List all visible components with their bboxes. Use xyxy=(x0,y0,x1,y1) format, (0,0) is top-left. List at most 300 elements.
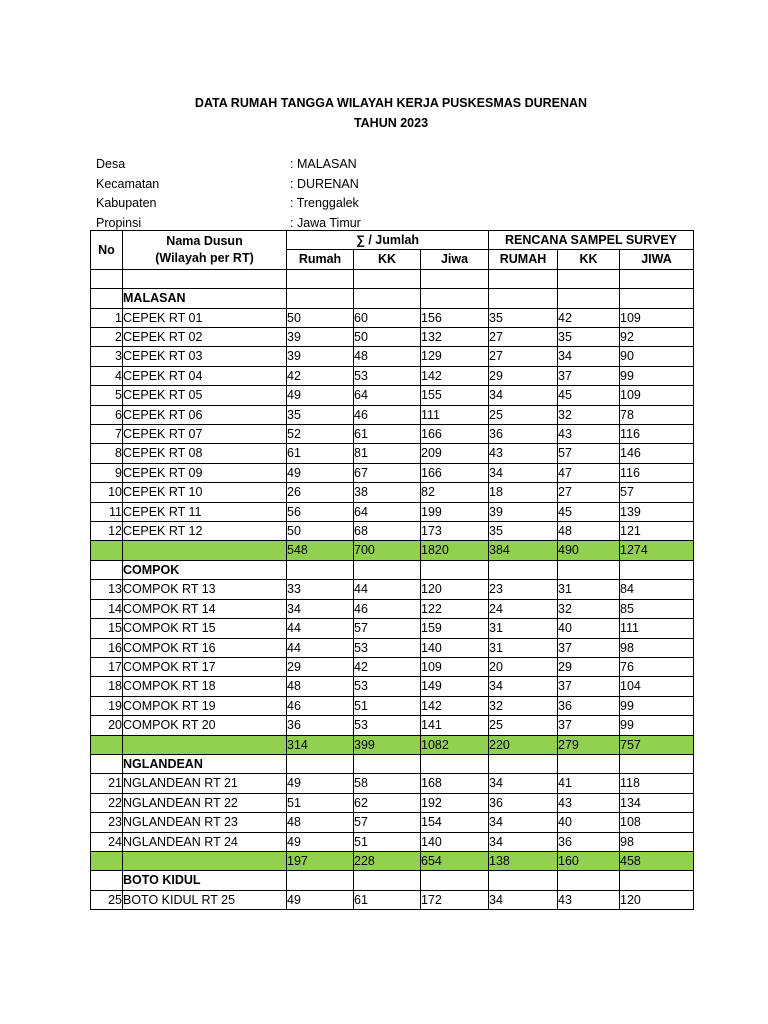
cell-s-jiwa: 121 xyxy=(620,522,694,541)
cell-s-kk: 36 xyxy=(558,832,620,851)
cell-no: 10 xyxy=(91,483,123,502)
cell-rumah: 29 xyxy=(287,657,354,676)
cell-jiwa: 154 xyxy=(421,813,489,832)
cell-s-rumah: 34 xyxy=(489,386,558,405)
cell-jiwa: 155 xyxy=(421,386,489,405)
cell-s-rumah: 31 xyxy=(489,619,558,638)
cell-jiwa: 132 xyxy=(421,328,489,347)
cell-rumah: 49 xyxy=(287,890,354,909)
cell-s-rumah: 34 xyxy=(489,813,558,832)
cell-jiwa: 172 xyxy=(421,890,489,909)
cell-rumah: 33 xyxy=(287,580,354,599)
cell-jiwa: 149 xyxy=(421,677,489,696)
cell-no xyxy=(91,871,123,890)
cell-rumah: 44 xyxy=(287,619,354,638)
cell-jiwa: 142 xyxy=(421,366,489,385)
section-name: NGLANDEAN xyxy=(123,754,287,773)
cell-kk: 58 xyxy=(354,774,421,793)
table-row xyxy=(91,483,694,502)
table-row xyxy=(91,657,694,676)
cell-s-jiwa: 76 xyxy=(620,657,694,676)
cell-rumah: 35 xyxy=(287,405,354,424)
cell-s-rumah: 18 xyxy=(489,483,558,502)
table-row xyxy=(91,502,694,521)
cell-no: 2 xyxy=(91,328,123,347)
cell-s-kk: 43 xyxy=(558,793,620,812)
household-table xyxy=(90,230,694,910)
table-row xyxy=(91,386,694,405)
cell-rumah: 50 xyxy=(287,522,354,541)
cell-s-rumah: 27 xyxy=(489,347,558,366)
cell-kk xyxy=(354,289,421,308)
header-kk: KK xyxy=(354,250,421,269)
header-sample-jiwa: JIWA xyxy=(620,250,694,269)
table-row xyxy=(91,425,694,444)
cell-name: COMPOK RT 14 xyxy=(123,599,287,618)
section-row xyxy=(91,560,694,579)
cell-name: CEPEK RT 09 xyxy=(123,463,287,482)
meta-label: Kecamatan xyxy=(96,176,160,191)
cell-rumah: 44 xyxy=(287,638,354,657)
cell-no: 12 xyxy=(91,522,123,541)
header-nama-dusun-line1: Nama Dusun xyxy=(166,233,243,248)
cell-s-rumah: 31 xyxy=(489,638,558,657)
cell-s-jiwa: 78 xyxy=(620,405,694,424)
subtotal-s-kk: 279 xyxy=(558,735,620,754)
cell-s-jiwa: 99 xyxy=(620,716,694,735)
cell-kk: 51 xyxy=(354,696,421,715)
cell-s-kk: 34 xyxy=(558,347,620,366)
cell-s-rumah: 20 xyxy=(489,657,558,676)
cell-rumah: 39 xyxy=(287,328,354,347)
cell-s_jiwa xyxy=(620,289,694,308)
cell-name: BOTO KIDUL RT 25 xyxy=(123,890,287,909)
cell-s-rumah: 34 xyxy=(489,463,558,482)
cell-no: 14 xyxy=(91,599,123,618)
cell-no xyxy=(91,754,123,773)
cell-kk: 38 xyxy=(354,483,421,502)
cell-s-rumah: 29 xyxy=(489,366,558,385)
cell-rumah: 50 xyxy=(287,308,354,327)
cell-s-jiwa: 99 xyxy=(620,696,694,715)
cell-kk: 64 xyxy=(354,502,421,521)
cell-no xyxy=(91,735,123,754)
cell-s-kk: 37 xyxy=(558,366,620,385)
cell-s-rumah: 27 xyxy=(489,328,558,347)
cell-name: CEPEK RT 05 xyxy=(123,386,287,405)
cell-jiwa xyxy=(421,754,489,773)
cell-jiwa: 209 xyxy=(421,444,489,463)
cell-jiwa xyxy=(421,560,489,579)
cell-no: 17 xyxy=(91,657,123,676)
cell-rumah: 26 xyxy=(287,483,354,502)
cell-s-kk: 29 xyxy=(558,657,620,676)
cell-kk xyxy=(354,871,421,890)
cell-s-kk: 57 xyxy=(558,444,620,463)
cell-jiwa: 140 xyxy=(421,638,489,657)
cell-s-rumah: 32 xyxy=(489,696,558,715)
cell-no: 18 xyxy=(91,677,123,696)
cell-no xyxy=(91,289,123,308)
cell-kk: 44 xyxy=(354,580,421,599)
meta-label: Kabupaten xyxy=(96,196,157,210)
cell-name: CEPEK RT 04 xyxy=(123,366,287,385)
cell-name: COMPOK RT 17 xyxy=(123,657,287,676)
table-row xyxy=(91,444,694,463)
subtotal-s-kk: 490 xyxy=(558,541,620,560)
cell-name: COMPOK RT 15 xyxy=(123,619,287,638)
meta-row xyxy=(96,194,516,214)
cell-name: COMPOK RT 18 xyxy=(123,677,287,696)
table-row xyxy=(91,677,694,696)
meta-value: : DURENAN xyxy=(290,176,359,191)
cell-rumah: 61 xyxy=(287,444,354,463)
subtotal-rumah: 548 xyxy=(287,541,354,560)
cell-no: 19 xyxy=(91,696,123,715)
cell-s_rumah xyxy=(489,754,558,773)
cell-s-rumah: 34 xyxy=(489,774,558,793)
cell-no: 4 xyxy=(91,366,123,385)
cell-kk: 46 xyxy=(354,599,421,618)
cell-s-jiwa: 139 xyxy=(620,502,694,521)
cell-no: 20 xyxy=(91,716,123,735)
table-row xyxy=(91,522,694,541)
cell-no: 7 xyxy=(91,425,123,444)
cell-no: 3 xyxy=(91,347,123,366)
cell-kk: 61 xyxy=(354,890,421,909)
cell-rumah: 51 xyxy=(287,793,354,812)
cell-jiwa: 168 xyxy=(421,774,489,793)
cell-rumah: 36 xyxy=(287,716,354,735)
cell-kk: 51 xyxy=(354,832,421,851)
cell-kk xyxy=(354,754,421,773)
cell-rumah: 48 xyxy=(287,677,354,696)
cell-kk: 67 xyxy=(354,463,421,482)
cell-jiwa xyxy=(421,289,489,308)
document-title: DATA RUMAH TANGGA WILAYAH KERJA PUSKESMAS DURENAN xyxy=(194,96,588,110)
table-row xyxy=(91,366,694,385)
cell-s-kk: 31 xyxy=(558,580,620,599)
table-row xyxy=(91,463,694,482)
subtotal-kk: 228 xyxy=(354,851,421,870)
table-row xyxy=(91,890,694,909)
cell-s-jiwa: 116 xyxy=(620,463,694,482)
cell-kk: 57 xyxy=(354,619,421,638)
cell-no xyxy=(91,851,123,870)
cell-jiwa: 173 xyxy=(421,522,489,541)
table-row xyxy=(91,405,694,424)
cell-s-jiwa: 108 xyxy=(620,813,694,832)
document-year: TAHUN 2023 xyxy=(353,116,429,130)
table-row xyxy=(91,696,694,715)
cell-s-kk: 27 xyxy=(558,483,620,502)
subtotal-s-jiwa: 1274 xyxy=(620,541,694,560)
cell-s-rumah: 34 xyxy=(489,677,558,696)
cell-s-jiwa: 98 xyxy=(620,832,694,851)
cell-jiwa: 111 xyxy=(421,405,489,424)
cell-s-kk: 45 xyxy=(558,502,620,521)
cell-s-rumah: 25 xyxy=(489,716,558,735)
meta-block xyxy=(96,155,516,233)
cell-kk: 60 xyxy=(354,308,421,327)
meta-label: Propinsi xyxy=(96,215,142,230)
section-name: COMPOK xyxy=(123,560,287,579)
header-rumah: Rumah xyxy=(287,250,354,269)
table-row xyxy=(91,347,694,366)
table-row xyxy=(91,774,694,793)
cell-s-rumah: 43 xyxy=(489,444,558,463)
cell-rumah: 49 xyxy=(287,386,354,405)
header-jumlah: ∑ / Jumlah xyxy=(287,231,489,250)
cell-s-kk: 37 xyxy=(558,677,620,696)
cell-no: 25 xyxy=(91,890,123,909)
cell-s-jiwa: 134 xyxy=(620,793,694,812)
cell-no: 22 xyxy=(91,793,123,812)
cell-rumah: 52 xyxy=(287,425,354,444)
cell-rumah: 56 xyxy=(287,502,354,521)
cell-no: 21 xyxy=(91,774,123,793)
cell-s-kk: 47 xyxy=(558,463,620,482)
cell-s-kk: 36 xyxy=(558,696,620,715)
meta-value: : MALASAN xyxy=(290,157,357,171)
cell-name: COMPOK RT 20 xyxy=(123,716,287,735)
cell-s-kk: 40 xyxy=(558,813,620,832)
cell-kk: 53 xyxy=(354,638,421,657)
header-row-top xyxy=(91,231,694,250)
cell-no xyxy=(91,560,123,579)
cell-name: COMPOK RT 19 xyxy=(123,696,287,715)
table-row xyxy=(91,638,694,657)
cell-name xyxy=(123,735,287,754)
cell-kk: 61 xyxy=(354,425,421,444)
cell-no: 13 xyxy=(91,580,123,599)
subtotal-kk: 399 xyxy=(354,735,421,754)
table-row xyxy=(91,793,694,812)
cell-s-kk: 37 xyxy=(558,638,620,657)
cell-s_jiwa xyxy=(620,871,694,890)
subtotal-row xyxy=(91,851,694,870)
cell-rumah: 42 xyxy=(287,366,354,385)
table-row xyxy=(91,580,694,599)
cell-s_rumah xyxy=(489,289,558,308)
meta-value: : Jawa Timur xyxy=(290,215,361,230)
cell-kk: 81 xyxy=(354,444,421,463)
subtotal-s-rumah: 220 xyxy=(489,735,558,754)
table-row xyxy=(91,716,694,735)
cell-name: CEPEK RT 06 xyxy=(123,405,287,424)
cell-name: CEPEK RT 03 xyxy=(123,347,287,366)
cell-s-rumah: 39 xyxy=(489,502,558,521)
cell-name: CEPEK RT 01 xyxy=(123,308,287,327)
cell-jiwa: 141 xyxy=(421,716,489,735)
cell-no: 8 xyxy=(91,444,123,463)
header-nama-dusun xyxy=(123,231,287,270)
cell-s-jiwa: 118 xyxy=(620,774,694,793)
cell-jiwa: 140 xyxy=(421,832,489,851)
cell-s-jiwa: 109 xyxy=(620,386,694,405)
table-row xyxy=(91,328,694,347)
cell-s-jiwa: 146 xyxy=(620,444,694,463)
cell-s_kk xyxy=(558,289,620,308)
cell-name: CEPEK RT 07 xyxy=(123,425,287,444)
section-row xyxy=(91,871,694,890)
cell-name: CEPEK RT 11 xyxy=(123,502,287,521)
subtotal-jiwa: 654 xyxy=(421,851,489,870)
cell-kk: 46 xyxy=(354,405,421,424)
table-row xyxy=(91,619,694,638)
subtotal-jiwa: 1820 xyxy=(421,541,489,560)
cell-name: CEPEK RT 08 xyxy=(123,444,287,463)
cell-no xyxy=(91,541,123,560)
cell-jiwa: 156 xyxy=(421,308,489,327)
cell-kk: 64 xyxy=(354,386,421,405)
cell-s-jiwa: 98 xyxy=(620,638,694,657)
cell-rumah xyxy=(287,754,354,773)
cell-s-jiwa: 120 xyxy=(620,890,694,909)
cell-s-jiwa: 111 xyxy=(620,619,694,638)
cell-name xyxy=(123,851,287,870)
subtotal-s-kk: 160 xyxy=(558,851,620,870)
meta-row xyxy=(96,175,516,195)
cell-jiwa xyxy=(421,871,489,890)
cell-name: NGLANDEAN RT 23 xyxy=(123,813,287,832)
cell-name: CEPEK RT 12 xyxy=(123,522,287,541)
cell-jiwa: 129 xyxy=(421,347,489,366)
meta-label: Desa xyxy=(96,157,126,171)
cell-s-kk: 37 xyxy=(558,716,620,735)
header-nama-dusun-line2: (Wilayah per RT) xyxy=(155,250,254,265)
cell-s-rumah: 36 xyxy=(489,425,558,444)
cell-s-jiwa: 116 xyxy=(620,425,694,444)
section-name: MALASAN xyxy=(123,289,287,308)
cell-s-kk: 35 xyxy=(558,328,620,347)
header-rencana-sampel: RENCANA SAMPEL SURVEY xyxy=(489,231,694,250)
cell-s-kk: 32 xyxy=(558,405,620,424)
cell-rumah xyxy=(287,289,354,308)
cell-jiwa: 166 xyxy=(421,425,489,444)
cell-s-rumah: 24 xyxy=(489,599,558,618)
table-row xyxy=(91,308,694,327)
subtotal-row xyxy=(91,541,694,560)
cell-s-rumah: 25 xyxy=(489,405,558,424)
cell-s-jiwa: 104 xyxy=(620,677,694,696)
cell-kk: 50 xyxy=(354,328,421,347)
meta-row xyxy=(96,155,516,175)
header-sample-rumah: RUMAH xyxy=(489,250,558,269)
header-jiwa: Jiwa xyxy=(421,250,489,269)
cell-kk: 53 xyxy=(354,366,421,385)
cell-s-kk: 41 xyxy=(558,774,620,793)
cell-s-rumah: 35 xyxy=(489,522,558,541)
cell-name: CEPEK RT 10 xyxy=(123,483,287,502)
subtotal-s-rumah: 384 xyxy=(489,541,558,560)
cell-s_jiwa xyxy=(620,560,694,579)
section-name: BOTO KIDUL xyxy=(123,871,287,890)
cell-no: 24 xyxy=(91,832,123,851)
cell-no: 11 xyxy=(91,502,123,521)
cell-rumah: 39 xyxy=(287,347,354,366)
cell-name: CEPEK RT 02 xyxy=(123,328,287,347)
cell-s-jiwa: 84 xyxy=(620,580,694,599)
cell-kk: 68 xyxy=(354,522,421,541)
cell-jiwa: 199 xyxy=(421,502,489,521)
cell-s-rumah: 35 xyxy=(489,308,558,327)
cell-jiwa: 159 xyxy=(421,619,489,638)
cell-s-kk: 43 xyxy=(558,890,620,909)
cell-kk xyxy=(354,560,421,579)
cell-s-kk: 48 xyxy=(558,522,620,541)
cell-jiwa: 82 xyxy=(421,483,489,502)
section-row xyxy=(91,289,694,308)
header-sample-kk: KK xyxy=(558,250,620,269)
table-row xyxy=(91,832,694,851)
table-body xyxy=(91,289,694,910)
cell-no: 16 xyxy=(91,638,123,657)
cell-no: 1 xyxy=(91,308,123,327)
cell-jiwa: 122 xyxy=(421,599,489,618)
cell-s_kk xyxy=(558,754,620,773)
section-row xyxy=(91,754,694,773)
cell-no: 6 xyxy=(91,405,123,424)
cell-kk: 42 xyxy=(354,657,421,676)
cell-rumah xyxy=(287,560,354,579)
cell-s-jiwa: 90 xyxy=(620,347,694,366)
cell-s-kk: 32 xyxy=(558,599,620,618)
cell-no: 15 xyxy=(91,619,123,638)
cell-s-jiwa: 92 xyxy=(620,328,694,347)
cell-name: COMPOK RT 13 xyxy=(123,580,287,599)
cell-s-jiwa: 99 xyxy=(620,366,694,385)
cell-s_jiwa xyxy=(620,754,694,773)
cell-kk: 53 xyxy=(354,716,421,735)
cell-jiwa: 142 xyxy=(421,696,489,715)
subtotal-jiwa: 1082 xyxy=(421,735,489,754)
table-row xyxy=(91,813,694,832)
cell-jiwa: 109 xyxy=(421,657,489,676)
cell-s-jiwa: 109 xyxy=(620,308,694,327)
cell-name: NGLANDEAN RT 22 xyxy=(123,793,287,812)
subtotal-s-jiwa: 458 xyxy=(620,851,694,870)
cell-s-jiwa: 85 xyxy=(620,599,694,618)
cell-jiwa: 166 xyxy=(421,463,489,482)
cell-name: NGLANDEAN RT 21 xyxy=(123,774,287,793)
cell-s_kk xyxy=(558,560,620,579)
cell-jiwa: 192 xyxy=(421,793,489,812)
cell-rumah: 34 xyxy=(287,599,354,618)
subtotal-s-jiwa: 757 xyxy=(620,735,694,754)
header-spacer-row xyxy=(91,269,694,288)
cell-rumah: 49 xyxy=(287,832,354,851)
cell-s-kk: 43 xyxy=(558,425,620,444)
header-no: No xyxy=(91,231,123,270)
cell-jiwa: 120 xyxy=(421,580,489,599)
subtotal-kk: 700 xyxy=(354,541,421,560)
meta-value: : Trenggalek xyxy=(290,196,359,210)
cell-no: 23 xyxy=(91,813,123,832)
cell-s-rumah: 34 xyxy=(489,890,558,909)
cell-s-kk: 45 xyxy=(558,386,620,405)
cell-s-jiwa: 57 xyxy=(620,483,694,502)
cell-s_rumah xyxy=(489,560,558,579)
subtotal-rumah: 314 xyxy=(287,735,354,754)
cell-name: COMPOK RT 16 xyxy=(123,638,287,657)
cell-kk: 53 xyxy=(354,677,421,696)
cell-name xyxy=(123,541,287,560)
subtotal-s-rumah: 138 xyxy=(489,851,558,870)
cell-no: 9 xyxy=(91,463,123,482)
cell-s-kk: 42 xyxy=(558,308,620,327)
subtotal-rumah: 197 xyxy=(287,851,354,870)
